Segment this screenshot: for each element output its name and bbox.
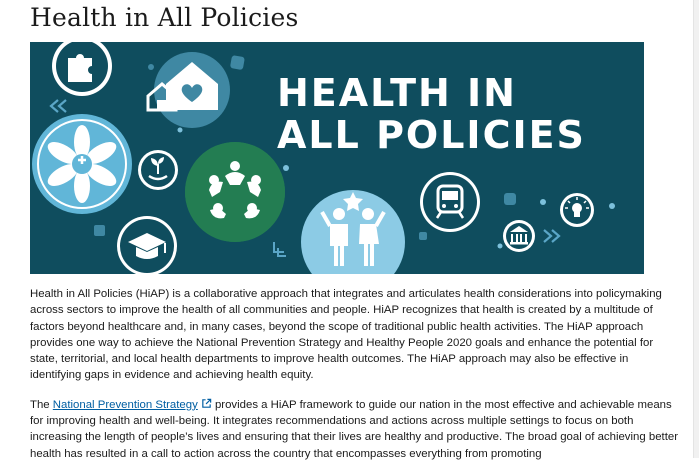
plant-hand-icon (138, 150, 178, 190)
page-scrollbar[interactable] (693, 0, 699, 458)
external-link-icon[interactable] (201, 398, 212, 409)
paragraph2-prefix: The (30, 398, 53, 411)
hands-unity-icon (32, 114, 132, 214)
banner-heading-line1: HEALTH IN (277, 71, 517, 115)
train-icon (420, 172, 480, 232)
bank-icon (503, 220, 535, 252)
national-prevention-strategy-link[interactable]: National Prevention Strategy (52, 398, 198, 411)
paragraph-national-prevention (30, 397, 682, 462)
graduation-cap-icon (117, 216, 177, 274)
banner-heading-line2: ALL POLICIES (277, 113, 586, 157)
paragraph2-text: provides a HiAP framework to guide our nation in the most effective and achievable means for improving health and well-being. It integrates recommendations and actions across multiple settings to focus on both increasing the length of people’s lives and ensuring that their lives are healthy and productive. The broad goal of achieving better health has resulted in a call to action across the country that encompasses everything from promoting (30, 398, 678, 460)
article-body (30, 286, 682, 475)
community-circle-icon (185, 142, 285, 242)
hiap-banner-image (30, 42, 644, 274)
page-title: Health in All Policies (30, 3, 299, 32)
lightbulb-icon (560, 193, 594, 227)
paragraph-hiap-intro: Health in All Policies (HiAP) is a collaborative approach that integrates and articulates health considerations into policymaking across sectors to improve the health of all communities and people. HiAP recognizes that health is created by a multitude of factors beyond healthcare and, in many cases, beyond the scope of traditional public health activities. The HiAP approach provides one way to achieve the National Prevention Strategy and Healthy People 2020 goals and enhance the potential for state, territorial, and local health departments to improve health outcomes. The HiAP approach may also be effective in identifying gaps in evidence and achieving health equity. (30, 288, 662, 382)
